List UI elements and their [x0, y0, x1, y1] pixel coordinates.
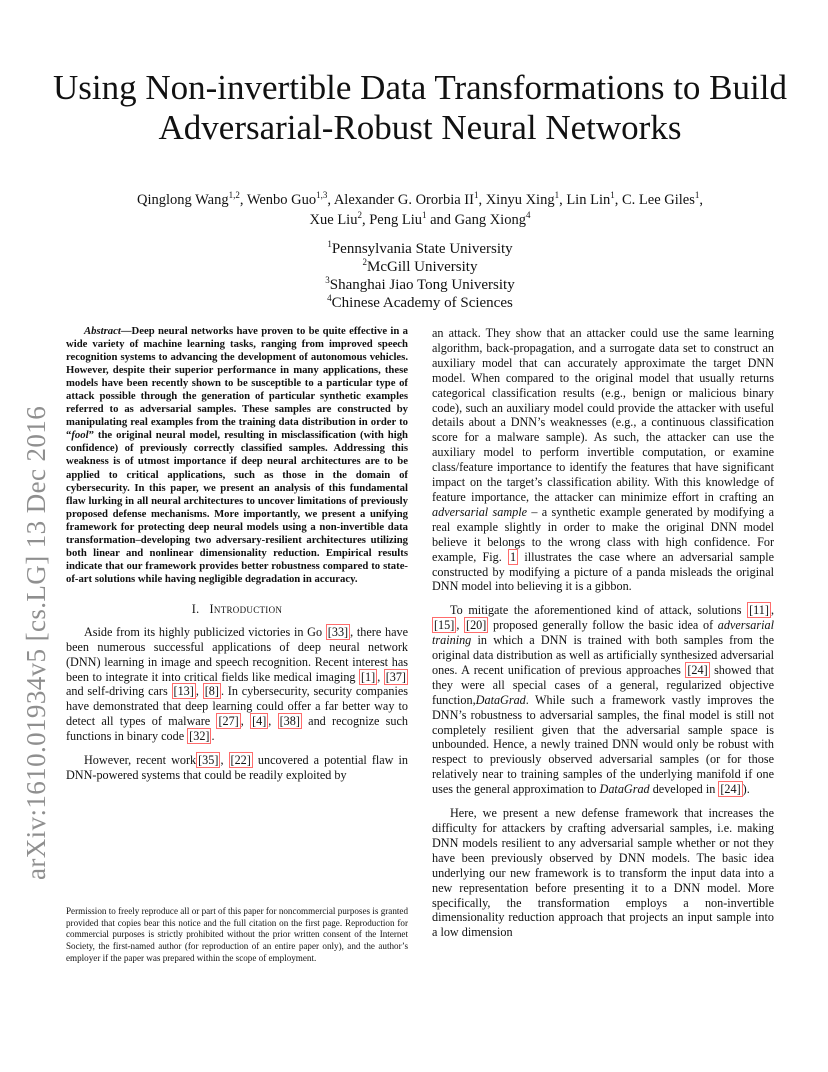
- section-number: I.: [191, 601, 200, 616]
- copyright-footnote: Permission to freely reproduce all or part of this paper for noncommercial purposes is granted provided that copies bear this notice and the full citation on the first page. Reproduction for commercial purposes is strictly prohibited without the prior written consent of the Internet Society, the first-named author (for reproduction of an entire paper only), and the author’s employer if the paper was prepared within the scope of employment.: [66, 906, 408, 963]
- citation-link[interactable]: [13]: [173, 684, 194, 699]
- intro-paragraph-1: Aside from its highly publicized victories in Go [33] , there have been numerous successful applications of deep neural network (DNN) learning in image and speech recognition. Recent interest has been to integrate it into critical fields like medical imaging [1] , [37] and self-driving cars [13] , [8] . In cybersecurity, security companies have demonstrated that deep learning could offer a far better way to detect all types of malware [27] , [4] , [38] and recognize such functions in binary code [32] .: [66, 624, 408, 744]
- citation-link[interactable]: [24]: [687, 662, 708, 677]
- citation-link[interactable]: [8]: [204, 684, 219, 699]
- abstract: Abstract—Deep neural networks have proven to be quite effective in a wide variety of machine learning tasks, ranging from improved speech recognition systems to advancing the development of autonomous vehicles. However, despite their superior performance in many applications, these models have been recently shown to be susceptible to a particular type of attack possible through the generation of particular synthetic examples referred to as adversarial samples. These samples are constructed by manipulating real examples from the training data distribution in order to “fool” the original neural model, resulting in misclassification (with high confidence) of previously correctly classified samples. Addressing this weakness is of utmost importance if deep neural architectures are to be applied to critical applications, such as those in the domain of cybersecurity. In this paper, we present an analysis of this fundamental flaw lurking in all neural architectures to uncover limitations of previously proposed defense mechanisms. More importantly, we present a unifying framework for protecting deep neural models using a non-invertible data transformation–developing two adversary-resilient architectures utilizing both linear and nonlinear dimensionality reduction. Empirical results indicate that our framework provides better robustness compared to state-of-art solutions while having negligible degradation in accuracy.: [66, 325, 408, 585]
- citation-link[interactable]: [20]: [466, 618, 487, 633]
- authors-line-2: Xue Liu$^2$, Peng Liu$^1$ and Gang Xiong$^4$: [309, 210, 531, 228]
- affiliation-4: $^4$Chinese Academy of Sciences: [327, 293, 513, 311]
- intro-paragraph-3: an attack. They show that an attacker could use the same learning algorithm, back-propagation, and a surrogate data set to construct an auxiliary model that can accurately approximate the target DNN model. When compared to the original model that usually returns categorical classification results (e.g., benign or malicious binary code), such an auxiliary model could provide the attacker with useful details about a DNN’s weaknesses (e.g., a continuous classification score for a malware sample). As such, the attacker can use the auxiliary model to perform invertible computation, or examine class/feature importance to identify the features that have significant impact on the target’s classification ability. With this knowledge of feature importance, the attacker can minimize effort in crafting an adversarial sample – a synthetic example generated by modifying a real example slightly in order to make the original DNN model believe it belongs to the wrong class with high confidence. For example, Fig. 1 illustrates the case where an adversarial sample constructed by modifying a picture of a panda misleads the original DNN model into believing it is a gibbon.: [432, 326, 774, 594]
- author-list: [60, 190, 780, 230]
- affiliation-3: $^3$Shanghai Jiao Tong University: [325, 275, 515, 293]
- citation-link[interactable]: [24]: [720, 782, 741, 797]
- authors-line-1: Qinglong Wang$^{1,2}$, Wenbo Guo$^{1,3}$, Alexander G. Ororbia $II^1$, Xinyu Xing$^1$, Lin Lin$^1$, C. Lee Giles$^1$,: [136, 190, 703, 208]
- affiliation-2: $^2$McGill University: [362, 257, 478, 275]
- paper-title: [40, 68, 800, 148]
- intro-paragraph-4: To mitigate the aforementioned kind of attack, solutions [11] , [15] , [20] proposed generally follow the basic idea of adversarial training in which a DNN is trained with both samples from the original data distribution as well as artificially synthesized adversarial ones. A recent unification of previous approaches [24] showed that they were all special cases of a general, regularized objective function,DataGrad. While such a framework vastly improves the DNN’s robustness to adversarial samples, the final model is still not completely resilient given that the adversarial sample space is unbounded. Hence, a newly trained DNN would only be robust with respect to previously observed adversarial samples (or for those relatively near to training samples of the underlying manifold if one uses the general approximation to DataGrad developed in [24] ).: [432, 603, 775, 797]
- citation-link[interactable]: [33]: [327, 624, 349, 639]
- citation-link[interactable]: [15]: [434, 618, 455, 633]
- citation-link[interactable]: [38]: [279, 714, 300, 729]
- section-title: Introduction: [209, 601, 283, 616]
- affiliations: [170, 240, 670, 312]
- citation-link[interactable]: [32]: [189, 729, 210, 744]
- citation-link[interactable]: [22]: [230, 753, 251, 768]
- citation-link[interactable]: [1]: [360, 669, 376, 684]
- citation-link[interactable]: [35]: [198, 753, 219, 768]
- title-line-1: Using Non-invertible Data Transformations to Build: [53, 68, 787, 107]
- intro-paragraph-5: Here, we present a new defense framework that increases the difficulty for attackers by crafting adversarial samples, i.e. making DNN models resilient to any adversarial sample whether or not they have been previously observed by DNN models. The basic idea underlying our new framework is to transform the input data into a new representation before presenting it to a DNN model. More specifically, the transformation employs a non-invertible dimensionality reduction approach that projects an input sample into a low dimension: [432, 806, 774, 940]
- section-heading-introduction: [66, 602, 408, 617]
- arxiv-watermark: arXiv:1610.01934v5 [cs.LG] 13 Dec 2016: [21, 405, 51, 880]
- citation-link[interactable]: [37]: [385, 669, 406, 684]
- right-column: [432, 326, 774, 940]
- title-line-2: Adversarial-Robust Neural Networks: [158, 108, 682, 147]
- citation-link[interactable]: [27]: [218, 714, 239, 729]
- left-column: [66, 325, 408, 783]
- abstract-label: Abstract: [84, 325, 121, 337]
- affiliation-1: $^1$Pennsylvania State University: [327, 239, 513, 257]
- intro-paragraph-2: However, recent work [35] , [22] uncovered a potential flaw in DNN-powered systems that could be readily exploited by: [66, 753, 408, 782]
- figure-link[interactable]: 1: [510, 549, 517, 564]
- citation-link[interactable]: [4]: [252, 714, 267, 729]
- citation-link[interactable]: [11]: [749, 603, 769, 618]
